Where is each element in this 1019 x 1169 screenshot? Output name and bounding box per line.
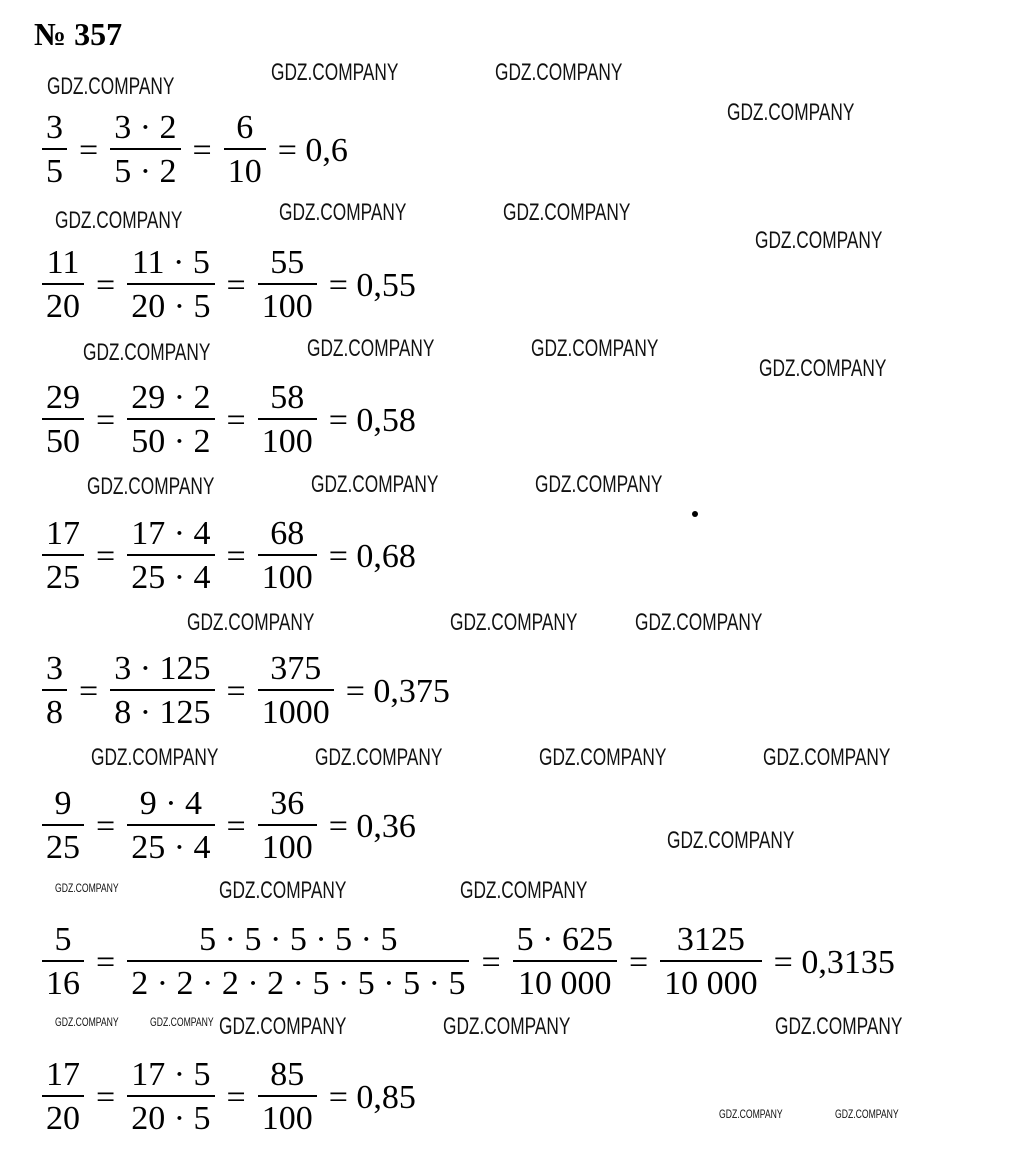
watermark: GDZ.COMPANY <box>667 827 795 854</box>
watermark: GDZ.COMPANY <box>219 1013 347 1040</box>
watermark: GDZ.COMPANY <box>460 877 588 904</box>
watermark-small: GDZ.COMPANY <box>835 1107 899 1121</box>
denominator: 100 <box>261 559 313 596</box>
fraction <box>258 784 317 870</box>
denominator: 100 <box>261 423 313 460</box>
numerator: 6 <box>236 109 254 146</box>
fraction <box>513 920 617 1006</box>
result: = 0,58 <box>328 402 416 439</box>
watermark-small: GDZ.COMPANY <box>55 881 119 895</box>
numerator: 17 · 4 <box>131 515 211 552</box>
watermark: GDZ.COMPANY <box>83 339 211 366</box>
equation-row <box>38 647 458 737</box>
numerator: 3125 <box>676 921 745 958</box>
equals-sign: = <box>628 944 649 981</box>
denominator: 20 <box>46 1100 80 1137</box>
result: = 0,55 <box>328 267 416 304</box>
fraction <box>127 920 469 1006</box>
numerator: 3 <box>46 109 63 146</box>
numerator: 29 · 2 <box>131 379 211 416</box>
numerator: 11 · 5 <box>131 244 210 281</box>
numerator: 17 · 5 <box>131 1056 211 1093</box>
fraction <box>258 514 317 600</box>
denominator: 100 <box>261 288 313 325</box>
fraction <box>42 378 84 464</box>
denominator: 20 · 5 <box>131 1100 211 1137</box>
denominator: 5 · 2 <box>114 153 177 190</box>
denominator: 25 · 4 <box>131 559 211 596</box>
denominator: 10 <box>227 153 262 190</box>
denominator: 25 <box>46 829 80 866</box>
fraction <box>42 784 84 870</box>
watermark: GDZ.COMPANY <box>531 335 659 362</box>
equals-sign: = <box>79 673 99 710</box>
equals-sign: = <box>226 402 246 439</box>
equals-sign: = <box>226 808 246 845</box>
denominator: 25 <box>46 559 80 596</box>
result: = 0,375 <box>345 673 450 710</box>
problem-title: № 357 <box>34 16 123 52</box>
denominator: 50 · 2 <box>131 423 211 460</box>
denominator: 20 <box>46 288 80 325</box>
denominator: 20 · 5 <box>131 288 211 325</box>
result: = 0,68 <box>328 538 416 575</box>
watermark: GDZ.COMPANY <box>55 207 183 234</box>
denominator: 16 <box>46 965 80 1002</box>
numerator: 58 <box>270 379 305 416</box>
denominator: 2 · 2 · 2 · 2 · 5 · 5 · 5 · 5 <box>131 965 466 1002</box>
denominator: 10 000 <box>518 965 612 1002</box>
equation-row <box>38 782 424 872</box>
numerator: 5 · 625 <box>516 921 613 958</box>
fraction <box>127 784 214 870</box>
numerator: 9 <box>54 785 72 822</box>
fraction <box>660 920 762 1006</box>
equation-row <box>38 1053 424 1143</box>
watermark: GDZ.COMPANY <box>775 1013 903 1040</box>
watermark: GDZ.COMPANY <box>187 609 315 636</box>
equals-sign: = <box>226 1079 246 1116</box>
fraction <box>42 1055 84 1141</box>
denominator: 100 <box>261 829 313 866</box>
watermark: GDZ.COMPANY <box>87 473 215 500</box>
watermark: GDZ.COMPANY <box>535 471 663 498</box>
equals-sign: = <box>96 1079 116 1116</box>
fraction <box>42 108 67 194</box>
fraction <box>127 514 214 600</box>
fraction <box>258 1055 317 1141</box>
watermark-small: GDZ.COMPANY <box>719 1107 783 1121</box>
equals-sign: = <box>226 538 246 575</box>
fraction <box>110 649 214 735</box>
denominator: 1000 <box>261 694 330 731</box>
equals-sign: = <box>79 132 99 169</box>
watermark: GDZ.COMPANY <box>91 744 219 771</box>
numerator: 17 <box>46 515 80 552</box>
equals-sign: = <box>226 267 246 304</box>
result: = 0,3135 <box>773 944 895 981</box>
watermark: GDZ.COMPANY <box>271 59 399 86</box>
numerator: 55 <box>270 244 305 281</box>
watermark: GDZ.COMPANY <box>307 335 435 362</box>
denominator: 25 · 4 <box>131 829 211 866</box>
equals-sign: = <box>192 132 212 169</box>
numerator: 375 <box>270 650 322 687</box>
fraction <box>42 243 84 329</box>
equals-sign: = <box>96 267 116 304</box>
numerator: 9 · 4 <box>139 785 203 822</box>
result: = 0,36 <box>328 808 416 845</box>
numerator: 29 <box>46 379 80 416</box>
watermark: GDZ.COMPANY <box>759 355 887 382</box>
denominator: 100 <box>261 1100 313 1137</box>
numerator: 3 · 2 <box>114 109 177 146</box>
denominator: 50 <box>46 423 80 460</box>
equation-row <box>38 241 424 331</box>
watermark: GDZ.COMPANY <box>47 73 175 100</box>
equals-sign: = <box>96 808 116 845</box>
watermark: GDZ.COMPANY <box>219 877 347 904</box>
numerator: 85 <box>270 1056 305 1093</box>
numerator: 36 <box>270 785 305 822</box>
watermark: GDZ.COMPANY <box>635 609 763 636</box>
watermark: GDZ.COMPANY <box>763 744 891 771</box>
numerator: 5 · 5 · 5 · 5 · 5 <box>199 921 398 958</box>
numerator: 3 <box>46 650 63 687</box>
equation-row <box>38 918 903 1008</box>
watermark: GDZ.COMPANY <box>727 99 855 126</box>
watermark: GDZ.COMPANY <box>443 1013 571 1040</box>
numerator: 17 <box>46 1056 80 1093</box>
result: = 0,85 <box>328 1079 416 1116</box>
numerator: 3 · 125 <box>114 650 211 687</box>
fraction <box>258 243 317 329</box>
equation-row <box>38 512 424 602</box>
fraction <box>42 649 67 735</box>
equals-sign: = <box>96 538 116 575</box>
equals-sign: = <box>96 944 116 981</box>
equals-sign: = <box>96 402 116 439</box>
fraction <box>258 649 334 735</box>
numerator: 5 <box>54 921 72 958</box>
fraction <box>127 243 214 329</box>
watermark: GDZ.COMPANY <box>755 227 883 254</box>
fraction <box>258 378 317 464</box>
result: = 0,6 <box>277 132 348 169</box>
watermark: GDZ.COMPANY <box>315 744 443 771</box>
fraction <box>127 1055 214 1141</box>
watermark: GDZ.COMPANY <box>503 199 631 226</box>
equation-row <box>38 106 356 196</box>
watermark: GDZ.COMPANY <box>279 199 407 226</box>
fraction <box>127 378 214 464</box>
equals-sign: = <box>226 673 246 710</box>
denominator: 10 000 <box>664 965 758 1002</box>
equals-sign: = <box>481 944 501 981</box>
equation-row <box>38 376 424 466</box>
watermark: GDZ.COMPANY <box>495 59 623 86</box>
denominator: 5 <box>46 153 63 190</box>
watermark: GDZ.COMPANY <box>539 744 667 771</box>
denominator: 8 <box>46 694 63 731</box>
numerator: 11 <box>46 244 80 281</box>
fraction <box>42 920 84 1006</box>
fraction <box>224 108 266 194</box>
fraction <box>42 514 84 600</box>
watermark-small: GDZ.COMPANY <box>150 1015 214 1029</box>
denominator: 8 · 125 <box>114 694 211 731</box>
fraction <box>110 108 180 194</box>
watermark-small: GDZ.COMPANY <box>55 1015 119 1029</box>
watermark: GDZ.COMPANY <box>450 609 578 636</box>
numerator: 68 <box>270 515 305 552</box>
dot-mark <box>692 511 698 517</box>
watermark: GDZ.COMPANY <box>311 471 439 498</box>
